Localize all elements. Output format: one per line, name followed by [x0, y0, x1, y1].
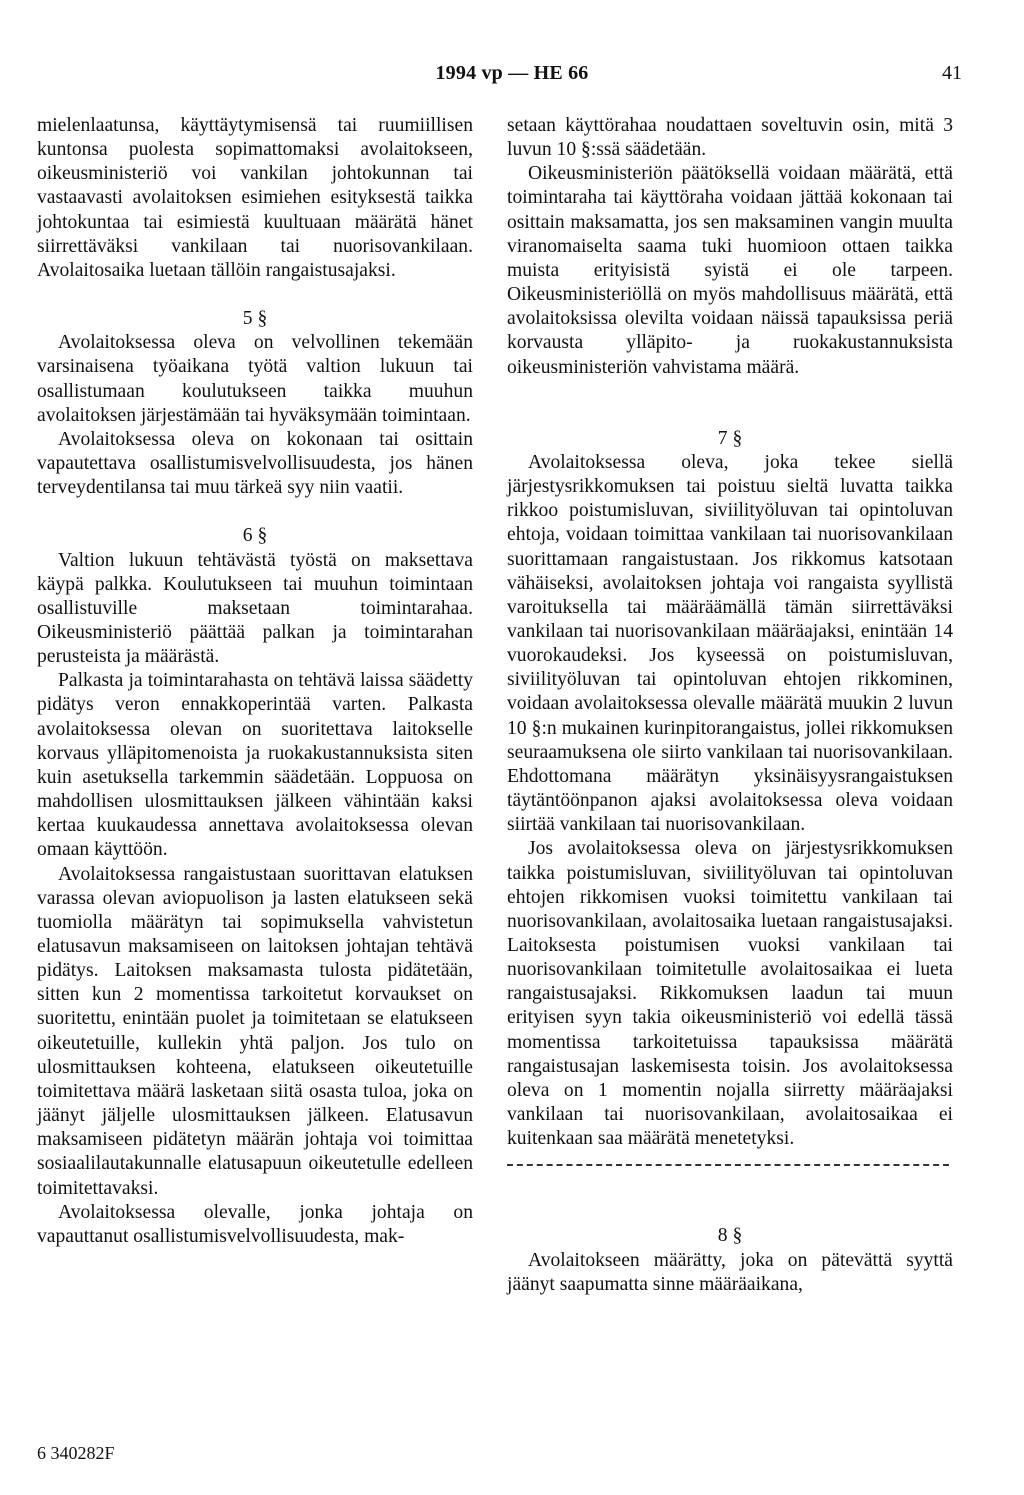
- paragraph: Valtion lukuun tehtävästä työstä on maksettava käypä palkka. Koulutukseen tai muuhun toimintaan osallistuville maksetaan toimintarahaa. Oikeusministeriö päättää palkan ja toimintarahan perusteista ja määrästä.: [37, 549, 473, 668]
- section-heading-7: 7 §: [717, 427, 743, 449]
- paragraph: mielenlaatunsa, käyttäytymisensä tai ruumiillisen kuntonsa puolesta sopimattomaksi avolaitokseen, oikeusministeriö voi vankilan johtokunnan tai vastaavasti avolaitoksen esimiehen esityksestä taikka johtokuntaa tai esimiestä kuultuaan määrätä hänet siirrettäväksi vankilaan tai nuorisovankilaan. Avolaitosaika luetaan tällöin rangaistusajaksi.: [37, 115, 473, 281]
- page-number: 41: [942, 62, 962, 84]
- paragraph: Palkasta ja toimintarahasta on tehtävä laissa säädetty pidätys veron ennakkoperintää varten. Palkasta avolaitoksessa olevan on suoritettava laitokselle korvaus ylläpitomenoista ja ruokakustannuksista siten kuin asetuksella tarkemmin säädetään. Loppuosa on mahdollisen ulosmittauksen jälkeen vähintään kaksi kertaa kuukaudessa annettava avolaitoksessa olevan omaan käyttöön.: [37, 670, 473, 861]
- paragraph: setaan käyttörahaa noudattaen soveltuvin osin, mitä 3 luvun 10 §:ssä säädetään.: [507, 115, 953, 161]
- left-column: [37, 114, 473, 1249]
- paragraph: Avolaitokseen määrätty, joka on pätevättä syyttä jäänyt saapumatta sinne määräaikana,: [507, 1249, 953, 1295]
- section-heading-8: 8 §: [717, 1225, 743, 1247]
- paragraph: Avolaitoksessa rangaistustaan suorittavan elatuksen varassa olevan aviopuolison ja lasten elatukseen sekä tuomiolla määrätyn tai sopimuksella vahvistetun elatusavun maksamiseen on laitoksen johtajan tehtävä pidätys. Laitoksen maksamasta tulosta pidätetään, sitten kun 2 momentissa tarkoitetut korvaukset on suoritettu, enintään puolet ja toimitetaan se elatukseen oikeutetuille, kullekin yhtä paljon. Jos tulo on ulosmittauksen kohteena, elatukseen oikeutetuille toimitettava määrä lasketaan siitä osasta tuloa, joka on jäänyt jäljelle ulosmittauksen jälkeen. Elatusavun maksamiseen pidätetyn määrän johtaja voi toimittaa sosiaalilautakunnalle elatusapuun oikeutetulle edelleen toimitettavaksi.: [37, 863, 473, 1199]
- footer-code: 6 340282F: [37, 1443, 115, 1463]
- section-heading-5: 5 §: [242, 308, 268, 330]
- section-heading-6: 6 §: [242, 525, 268, 547]
- running-header: 1994 vp — HE 66: [435, 62, 589, 84]
- paragraph: Jos avolaitoksessa oleva on järjestysrikkomuksen taikka poistumisluvan, siviilityöluvan tai opintoluvan ehtojen rikkomisen vuoksi toimitettu vankilaan tai nuorisovankilaan, avolaitosaika luetaan rangaistusajaksi. Laitoksesta poistumisen vuoksi vankilaan tai nuorisovankilaan toimitetulle avolaitosaikaa ei lueta rangaistusajaksi. Rikkomuksen laadun tai muun erityisen syyn takia oikeusministeriö voi edellä tässä momentissa tarkoitetuissa tapauksissa määrätä rangaistusajan laskemisesta toisin. Jos avolaitoksessa oleva on 1 momentin nojalla siirretty määräajaksi vankilaan tai nuorisovankilaan, avolaitosaikaa ei kuitenkaan saa määrätä menetetyksi.: [507, 838, 953, 1150]
- paragraph: Avolaitoksessa olevalle, jonka johtaja on vapauttanut osallistumisvelvollisuudesta, mak-: [37, 1201, 473, 1247]
- paragraph: Avolaitoksessa oleva on kokonaan tai osittain vapautettava osallistumisvelvollisuudesta, jos hänen terveydentilansa tai muu tärkeä syy niin vaatii.: [37, 428, 473, 499]
- paragraph: Oikeusministeriön päätöksellä voidaan määrätä, että toimintaraha tai käyttöraha voidaan jättää kokonaan tai osittain maksamatta, jos sen maksaminen vangin muulta viranomaiselta saama tuki huomioon ottaen taikka muista erityisistä syistä ei ole tarpeen. Oikeusministeriöllä on myös mahdollisuus määrätä, että avolaitoksissa olevilta voidaan näissä tapauksissa periä korvausta ylläpito- ja ruokakustannuksista oikeusministeriön vahvistama määrä.: [507, 163, 953, 378]
- paragraph: Avolaitoksessa oleva on velvollinen tekemään varsinaisena työaikana työtä valtion lukuun tai osallistumaan koulutukseen taikka muuhun avolaitoksen järjestämään tai hyväksymään toimintaan.: [37, 332, 473, 426]
- right-column: [507, 114, 953, 1297]
- omission-dashes: [507, 1164, 949, 1169]
- paragraph: Avolaitoksessa oleva, joka tekee siellä järjestysrikkomuksen tai poistuu sieltä luvatta taikka rikkoo poistumisluvan, siviilityöluvan tai opintoluvan ehtoja, voidaan toimittaa vankilaan tai nuorisovankilaan suorittamaan rangaistustaan. Jos rikkomus katsotaan vähäiseksi, avolaitoksen johtaja voi rangaista syyllistä varoituksella tai määräämällä tämän siirrettäväksi vankilaan tai nuorisovankilaan määräajaksi, enintään 14 vuorokaudeksi. Jos kyseessä on poistumisluvan, siviilityöluvan tai opintoluvan ehtojen rikkominen, voidaan avolaitoksessa olevalle määrätä muukin 2 luvun 10 §:n mukainen kurinpitorangaistus, jollei rikkomuksen seuraamuksena ole siirto vankilaan tai nuorisovankilaan. Ehdottomana määrätyn yksinäisyysrangaistuksen täytäntöönpanon ajaksi avolaitoksessa oleva voidaan siirtää vankilaan tai nuorisovankilaan.: [507, 451, 953, 836]
